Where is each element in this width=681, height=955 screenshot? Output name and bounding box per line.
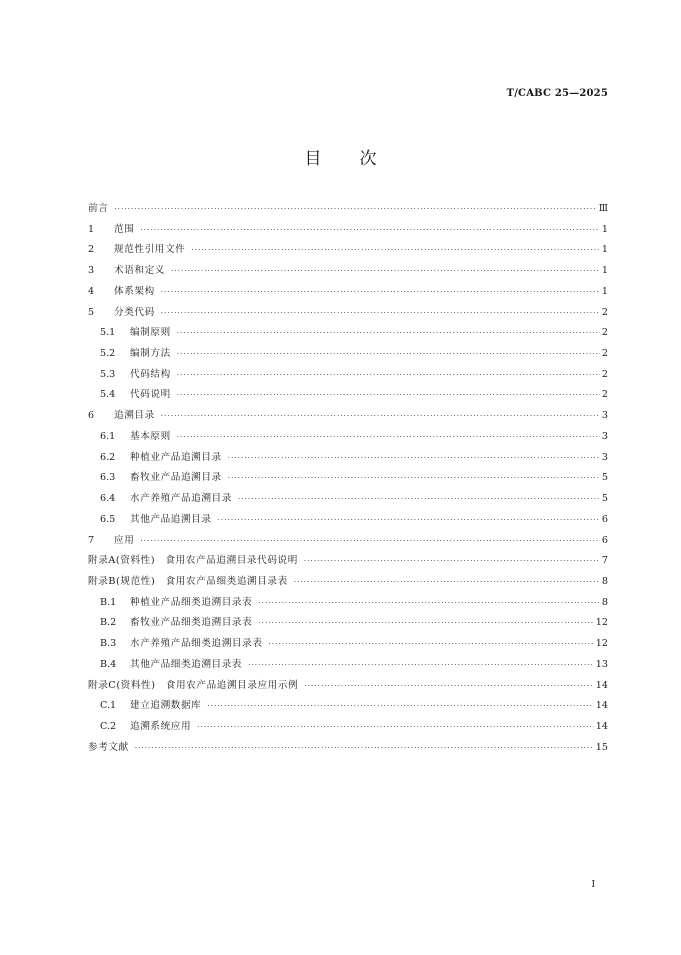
toc-leader-dots <box>177 427 600 448</box>
toc-leader-dots <box>135 738 594 759</box>
toc-leader-dots <box>177 323 600 344</box>
toc-entry[interactable] <box>88 531 608 552</box>
toc-entry-page: 2 <box>601 389 608 401</box>
toc-entry-label: 追溯系统应用 <box>130 720 192 732</box>
toc-entry-page: 8 <box>601 596 608 608</box>
toc-entry-label: 种植业产品细类追溯目录表 <box>130 596 253 608</box>
toc-entry-label: 分类代码 <box>114 306 155 318</box>
toc-entry-page: 2 <box>601 368 608 380</box>
toc-entry-page: 12 <box>595 617 608 629</box>
toc-leader-dots <box>228 448 600 469</box>
toc-entry-label: 术语和定义 <box>114 265 165 277</box>
toc-entry-label: 前言 <box>88 203 109 214</box>
toc-entry-page: 14 <box>595 720 608 732</box>
toc-entry-label: 建立追溯数据库 <box>130 700 202 712</box>
toc-entry[interactable] <box>88 220 608 241</box>
toc-entry[interactable] <box>88 572 608 593</box>
toc-entry[interactable] <box>88 427 608 448</box>
toc-entry-page: 5 <box>601 472 608 484</box>
toc-entry-label: 代码结构 <box>130 368 171 380</box>
toc-leader-dots <box>171 261 600 282</box>
toc-entry-page: 3 <box>601 410 608 422</box>
toc-entry[interactable] <box>88 655 608 676</box>
toc-entry-page: 14 <box>595 679 608 691</box>
toc-entry[interactable] <box>88 385 608 406</box>
toc-entry-number: 6.1 <box>100 430 116 442</box>
toc-leader-dots <box>177 365 600 386</box>
toc-entry[interactable] <box>88 448 608 469</box>
toc-entry-number: C.2 <box>100 720 117 732</box>
toc-entry[interactable] <box>88 344 608 365</box>
toc-entry-number: 6.2 <box>100 451 116 463</box>
toc-entry-page: 12 <box>595 638 608 650</box>
toc-entry-number: 5 <box>88 306 95 318</box>
toc-entry-label: 参考文献 <box>88 741 129 753</box>
toc-entry-label: 水产养殖产品追溯目录 <box>130 493 232 505</box>
toc-entry[interactable] <box>88 406 608 427</box>
toc-entry-page: 7 <box>601 555 608 567</box>
toc-entry[interactable] <box>88 261 608 282</box>
toc-entry-page: 3 <box>601 451 608 463</box>
toc-entry-page: 15 <box>595 741 608 753</box>
toc-entry-page: 1 <box>601 285 608 297</box>
toc-leader-dots <box>177 385 600 406</box>
toc-entry-label: 范围 <box>114 223 135 235</box>
standard-code: T/CABC 25—2025 <box>506 88 608 99</box>
toc-entry[interactable] <box>88 593 608 614</box>
toc-entry-number: 6.3 <box>100 472 116 484</box>
toc-entry-number: C.1 <box>100 700 117 712</box>
toc-entry-number: 6.4 <box>100 493 116 505</box>
toc-entry-page: 13 <box>595 658 608 670</box>
toc-entry-number: B.3 <box>100 638 117 650</box>
toc-entry-label: 水产养殖产品细类追溯目录表 <box>130 638 263 650</box>
toc-entry-label: 编制原则 <box>130 327 171 339</box>
toc-leader-dots <box>228 468 600 489</box>
toc-entry-label: 规范性引用文件 <box>114 244 186 256</box>
toc-entry-number: 5.1 <box>100 327 116 339</box>
toc-leader-dots <box>238 489 600 510</box>
toc-entry-page: 6 <box>601 534 608 546</box>
toc-leader-dots <box>197 717 594 738</box>
toc-entry[interactable] <box>88 738 608 759</box>
toc-leader-dots <box>114 199 596 220</box>
toc-leader-dots <box>140 531 600 552</box>
toc-entry-number: 5.2 <box>100 348 116 360</box>
toc-entry-page: Ⅲ <box>598 203 608 214</box>
toc-entry-page: 1 <box>601 223 608 235</box>
page-title <box>0 144 681 169</box>
toc-entry[interactable] <box>88 365 608 386</box>
toc-entry-label: 种植业产品追溯目录 <box>130 451 222 463</box>
toc-entry-label: 附录B(规范性) 食用农产品细类追溯目录表 <box>88 575 288 587</box>
toc-leader-dots <box>140 220 600 241</box>
toc-entry-number: 6 <box>88 410 95 422</box>
toc-entry-number: 1 <box>88 223 95 235</box>
toc-entry[interactable] <box>88 634 608 655</box>
toc-entry-number: 4 <box>88 285 95 297</box>
toc-entry[interactable] <box>88 282 608 303</box>
toc-entry-label: 畜牧业产品追溯目录 <box>130 472 222 484</box>
toc-entry-number: 5.3 <box>100 368 116 380</box>
toc-leader-dots <box>258 593 600 614</box>
toc-entry[interactable] <box>88 468 608 489</box>
toc-entry[interactable] <box>88 696 608 717</box>
toc-entry-page: 1 <box>601 244 608 256</box>
toc-entry-label: 编制方法 <box>130 348 171 360</box>
toc-entry-label: 附录A(资料性) 食用农产品追溯目录代码说明 <box>88 555 298 567</box>
toc-entry[interactable] <box>88 613 608 634</box>
toc-leader-dots <box>207 696 593 717</box>
toc-leader-dots <box>191 240 600 261</box>
toc-entry-number: B.1 <box>100 596 117 608</box>
toc-entry-page: 1 <box>601 265 608 277</box>
toc-entry-page: 3 <box>601 430 608 442</box>
toc-leader-dots <box>304 551 600 572</box>
toc-entry-label: 畜牧业产品细类追溯目录表 <box>130 617 253 629</box>
toc-entry-number: B.2 <box>100 617 117 629</box>
toc-leader-dots <box>258 613 593 634</box>
toc-entry-number: 2 <box>88 244 95 256</box>
toc-entry-page: 8 <box>601 575 608 587</box>
toc-leader-dots <box>177 344 600 365</box>
toc-entry[interactable] <box>88 676 608 697</box>
title-char-2: 次 <box>359 149 377 169</box>
toc-entry-page: 5 <box>601 493 608 505</box>
toc-entry-page: 14 <box>595 700 608 712</box>
toc-entry-page: 2 <box>601 348 608 360</box>
page-number: I <box>591 880 595 890</box>
toc-entry-number: 6.5 <box>100 513 116 525</box>
toc-leader-dots <box>269 634 594 655</box>
toc-entry-label: 应用 <box>114 534 135 546</box>
toc-entry[interactable] <box>88 510 608 531</box>
toc-entry[interactable] <box>88 199 608 220</box>
toc-entry[interactable] <box>88 323 608 344</box>
toc-entry-label: 其他产品细类追溯目录表 <box>130 658 243 670</box>
toc-entry-number: 3 <box>88 265 95 277</box>
title-char-1: 目 <box>304 149 322 169</box>
toc-leader-dots <box>248 655 594 676</box>
toc-entry-label: 代码说明 <box>130 389 171 401</box>
toc-entry-number: 7 <box>88 534 95 546</box>
toc-entry[interactable] <box>88 240 608 261</box>
toc-leader-dots <box>304 676 593 697</box>
toc-entry-label: 体系架构 <box>114 285 155 297</box>
toc-entry-page: 2 <box>601 327 608 339</box>
toc-entry[interactable] <box>88 303 608 324</box>
toc-entry-label: 其他产品追溯目录 <box>130 513 212 525</box>
toc-leader-dots <box>161 406 600 427</box>
table-of-contents <box>88 199 608 758</box>
toc-entry[interactable] <box>88 551 608 572</box>
toc-leader-dots <box>294 572 600 593</box>
toc-entry-label: 追溯目录 <box>114 410 155 422</box>
toc-leader-dots <box>161 303 600 324</box>
toc-entry-label: 基本原则 <box>130 430 171 442</box>
toc-entry[interactable] <box>88 717 608 738</box>
toc-entry-number: B.4 <box>100 658 117 670</box>
toc-entry-number: 5.4 <box>100 389 116 401</box>
toc-leader-dots <box>218 510 600 531</box>
toc-entry-page: 2 <box>601 306 608 318</box>
toc-entry-page: 6 <box>601 513 608 525</box>
toc-entry-label: 附录C(资料性) 食用农产品追溯目录应用示例 <box>88 679 299 691</box>
toc-entry[interactable] <box>88 489 608 510</box>
toc-leader-dots <box>161 282 600 303</box>
